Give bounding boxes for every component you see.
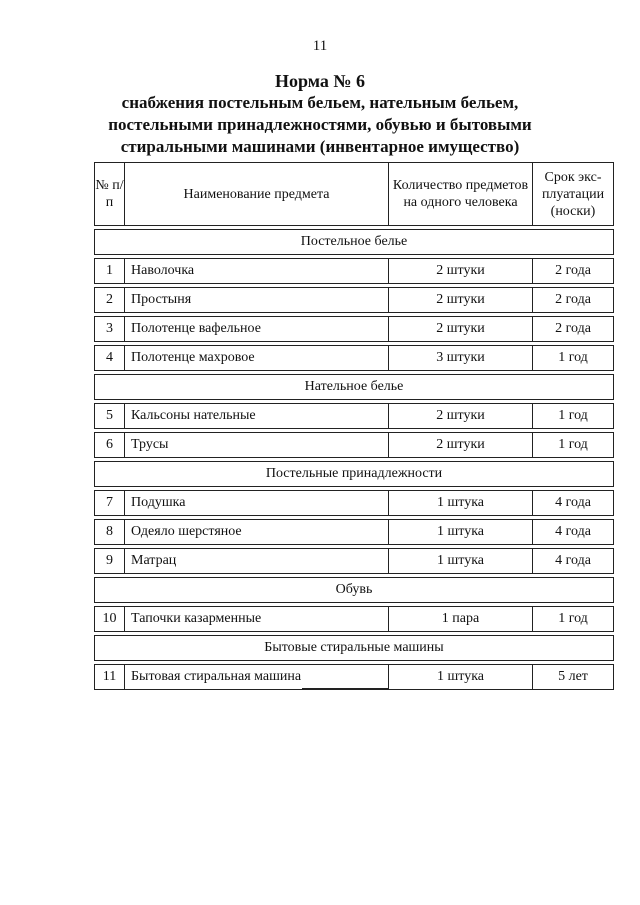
title-line-3: постельными принадлежностями, обувью и бытовыми	[108, 115, 532, 134]
table-row	[95, 607, 614, 632]
row-number: 10	[95, 607, 125, 632]
row-number: 9	[95, 549, 125, 574]
item-term: 5 лет	[533, 665, 614, 690]
row-number: 1	[95, 259, 125, 284]
item-name: Матрац	[125, 549, 389, 574]
item-name: Тапочки казарменные	[125, 607, 389, 632]
item-term: 4 года	[533, 549, 614, 574]
table-row	[95, 665, 614, 690]
closing-rule	[302, 688, 388, 689]
item-name: Полотенце вафельное	[125, 317, 389, 342]
title-line-4: стиральными машинами (инвентарное имущество)	[120, 137, 520, 156]
header-qty: Количество предметов на одного человека	[389, 163, 533, 226]
item-name: Одеяло шерстяное	[125, 520, 389, 545]
item-quantity: 1 штука	[389, 665, 533, 690]
item-quantity: 1 штука	[389, 549, 533, 574]
item-name: Бытовая стиральная машина	[125, 665, 389, 690]
row-number: 3	[95, 317, 125, 342]
item-name: Наволочка	[125, 259, 389, 284]
section-title-row	[95, 230, 614, 255]
row-number: 6	[95, 433, 125, 458]
section-title: Постельные принадлежности	[95, 462, 614, 487]
section-title: Обувь	[95, 578, 614, 603]
item-name: Кальсоны нательные	[125, 404, 389, 429]
item-quantity: 1 пара	[389, 607, 533, 632]
header-num: № п/п	[95, 163, 125, 226]
header-row	[95, 163, 614, 226]
section-title: Бытовые стиральные машины	[95, 636, 614, 661]
item-name: Подушка	[125, 491, 389, 516]
row-number: 4	[95, 346, 125, 371]
row-number: 11	[95, 665, 125, 690]
item-name: Полотенце махровое	[125, 346, 389, 371]
item-term: 4 года	[533, 491, 614, 516]
table-row	[95, 288, 614, 313]
section-title-row	[95, 578, 614, 603]
table-row	[95, 520, 614, 545]
item-term: 1 год	[533, 346, 614, 371]
title-line-1: Норма № 6	[275, 71, 365, 91]
item-term: 4 года	[533, 520, 614, 545]
table-row	[95, 317, 614, 342]
table-row	[95, 404, 614, 429]
table-row	[95, 433, 614, 458]
item-term: 1 год	[533, 404, 614, 429]
table-row	[95, 346, 614, 371]
section-title: Нательное белье	[95, 375, 614, 400]
item-quantity: 2 штуки	[389, 317, 533, 342]
table-body	[95, 226, 614, 690]
section-title-row	[95, 375, 614, 400]
table-row	[95, 259, 614, 284]
item-term: 2 года	[533, 259, 614, 284]
item-term: 1 год	[533, 433, 614, 458]
section-title: Постельное белье	[95, 230, 614, 255]
header-term: Срок экс-плуатации (носки)	[533, 163, 614, 226]
table-row	[95, 549, 614, 574]
item-quantity: 2 штуки	[389, 288, 533, 313]
document-title	[0, 70, 640, 158]
section-title-row	[95, 636, 614, 661]
row-number: 5	[95, 404, 125, 429]
section-title-row	[95, 462, 614, 487]
item-term: 1 год	[533, 607, 614, 632]
item-quantity: 1 штука	[389, 520, 533, 545]
item-quantity: 1 штука	[389, 491, 533, 516]
item-quantity: 2 штуки	[389, 259, 533, 284]
item-quantity: 2 штуки	[389, 404, 533, 429]
item-name: Трусы	[125, 433, 389, 458]
item-term: 2 года	[533, 288, 614, 313]
row-number: 2	[95, 288, 125, 313]
item-term: 2 года	[533, 317, 614, 342]
item-name: Простыня	[125, 288, 389, 313]
table-row	[95, 491, 614, 516]
title-line-2: снабжения постельным бельем, нательным бельем,	[121, 93, 519, 112]
norm-table	[94, 162, 614, 690]
row-number: 8	[95, 520, 125, 545]
item-quantity: 3 штуки	[389, 346, 533, 371]
header-name: Наименование предмета	[125, 163, 389, 226]
page-number: 11	[312, 38, 328, 54]
row-number: 7	[95, 491, 125, 516]
item-quantity: 2 штуки	[389, 433, 533, 458]
